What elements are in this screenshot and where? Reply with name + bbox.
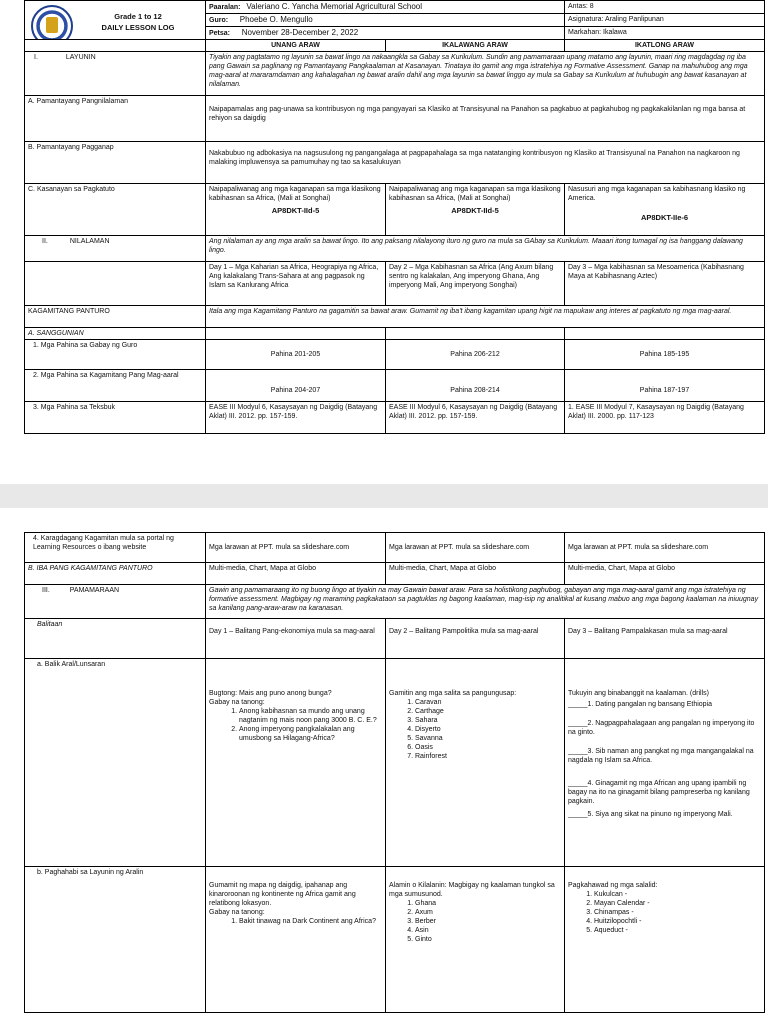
header-logo-cell [25, 1, 206, 40]
list-item: 1. Bakit tinawag na Dark Continent ang Africa? [239, 917, 382, 926]
kagamitang-label: KAGAMITANG PANTURO [25, 306, 206, 328]
school-row [206, 1, 565, 14]
nilalaman-label: NILALAMAN [69, 238, 110, 245]
day2-header: IKALAWANG ARAW [386, 40, 565, 52]
school-label: Paaralan: [209, 4, 241, 11]
list-item: _____2. Nagpagpahalagaan ang pangalan ng imperyong ito na ginto. [568, 720, 755, 736]
paghahabi-day1-question: Gabay na tanong: [209, 909, 265, 916]
page-one [0, 0, 768, 484]
kasanayan-day1-code: AP8DKT-IId-5 [271, 206, 320, 215]
list-item: 5. Savanna [415, 734, 561, 743]
balik-aral-label: a. Balik Aral/Lunsaran [25, 659, 206, 867]
gabay-guro-day1: Pahina 201-205 [206, 340, 386, 370]
list-item: 4. Huitzilopochtli - [594, 917, 761, 926]
pamamaraan-label: PAMAMARAAN [69, 587, 120, 594]
layunin-num: I. [34, 54, 38, 61]
list-item: 2. Carthage [415, 707, 561, 716]
list-item: 4. Disyerto [415, 725, 561, 734]
teksbuk-day2: EASE III Modyul 6, Kasaysayan ng Daigdig (Batayang Aklat) III. 2012. pp. 157-159. [386, 402, 565, 434]
gabay-guro-day3: Pahina 185-195 [565, 340, 765, 370]
iba-pang-label: B. IBA PANG KAGAMITANG PANTURO [25, 563, 206, 585]
kagamitang-mag-aaral-day1: Pahina 204-207 [206, 370, 386, 402]
iba-pang-day3: Multi-media, Chart, Mapa at Globo [565, 563, 765, 585]
pamamaraan-text: Gawin ang pamamaraang ito ng buong lingo at tiyakin na may Gawain bawat araw. Para sa holistikong paghubog, gabayan ang mga mag-aaral gamit ang mga istratehiya ng formative assessment. Magbigay ng maraming pagkakataon sa pagtuklas ng bagong kaalaman, mag-isip ng analitikal at kusang mabuo ang mga bagong kaalaman na iniuugnay sa kanilang pang-araw-araw na karanasan. [206, 585, 765, 619]
nilalaman-heading [25, 236, 206, 262]
date-value: November 28-December 2, 2022 [241, 28, 359, 37]
list-item: 2. Anong imperyong pangkalakalan ang umusbong sa Hilagang-Africa? [239, 725, 382, 743]
grade-level: Grade 1 to 12 [114, 12, 162, 21]
balik-aral-day2 [386, 659, 565, 867]
list-item: 1. Ghana [415, 899, 561, 908]
gabay-guro-label: 1. Mga Pahina sa Gabay ng Guro [25, 340, 206, 370]
list-item: 1. Caravan [415, 698, 561, 707]
teacher-row [206, 14, 565, 27]
list-item: 3. Sahara [415, 716, 561, 725]
nilalaman-num: II. [42, 238, 48, 245]
list-item: 6. Oasis [415, 743, 561, 752]
date-row [206, 27, 565, 40]
list-item: 1. Kukulcan - [594, 890, 761, 899]
page-two [0, 508, 768, 1024]
balitaan-day2: Day 2 – Balitang Pampolitika mula sa mag-aaral [386, 619, 565, 659]
kagamitang-mag-aaral-day3: Pahina 187-197 [565, 370, 765, 402]
date-label: Petsa: [209, 30, 231, 37]
lesson-log-table-1 [24, 0, 765, 434]
list-item: _____3. Sib naman ang pangkat ng mga mangangalakal na nagdala ng Islam sa Africa. [568, 748, 754, 764]
paghahabi-day1-intro: Gumamit ng mapa ng daigdig, ipahanap ang kinaroroonan ng kontinente ng Africa gamit ang relatibong lokasyon. [209, 882, 356, 907]
list-item: 4. Asin [415, 926, 561, 935]
balitaan-day1: Day 1 – Balitang Pang-ekonomiya mula sa mag-aaral [206, 619, 386, 659]
pamamaraan-num: III. [42, 587, 50, 594]
list-item: _____1. Dating pangalan ng bansang Ethiopia [568, 701, 713, 708]
karagdagang-label: 4. Karagdagang Kagamitan mula sa portal ng Learning Resources o ibang website [25, 533, 206, 563]
kasanayan-day2-text: Naipapaliwanag ang mga kaganapan sa mga klasikong kabihasnan sa Africa, (Mali at Songhai) [389, 186, 561, 202]
layunin-heading [25, 52, 206, 96]
balik-aral-day3 [565, 659, 765, 867]
list-item: _____5. Siya ang sikat na pinuno ng imperyong Mali. [568, 811, 733, 818]
karagdagang-day1: Mga larawan at PPT. mula sa slideshare.com [206, 533, 386, 563]
teksbuk-day1: EASE III Modyul 6, Kasaysayan ng Daigdig (Batayang Aklat) III. 2012. pp. 157-159. [206, 402, 386, 434]
deped-seal-icon [31, 5, 73, 40]
balitaan-day3: Day 3 – Balitang Pampalakasan mula sa mag-aaral [565, 619, 765, 659]
balik-aral-day1 [206, 659, 386, 867]
layunin-text: Tiyakin ang pagtatamo ng layunin sa bawat lingo na nakaangkla sa Gabay sa Kurikulum. Sundin ang pamamaraan upang matamo ang layunin, maari ring magdagdag ng iba pang Gawain sa paglinang ng Pamantayang Pangkaalaman at Kasanayan. Tinataya ito gamit ang mga istratehiya ng Formative Assessment. Ganap na mahuhubog ang mga mag-aaral at mararamdaman ang kahalagahan ng bawat aralin dahil ang mga layunin sa bawat linggo ay mula sa Gabay sa Kurikulum at huhubugin ang bawat kasanayan at nilalaman. [206, 52, 765, 96]
list-item: 5. Aqueduct - [594, 926, 761, 935]
kasanayan-day2-code: AP8DKT-IId-5 [451, 206, 499, 215]
school-name: Valeriano C. Yancha Memorial Agricultural School [246, 2, 423, 11]
log-title: DAILY LESSON LOG [101, 23, 175, 32]
pamantayang-pangnilalaman-text: Naipapamalas ang pag-unawa sa kontribusyon ng mga pangyayari sa Klasiko at Transisyunal na Panahon sa pagkabuo at pagkahubog ng pagkakakilanlan ng mga bansa at rehiyon sa daigdig [206, 96, 765, 142]
nilalaman-day3: Day 3 – Mga kabihasnan sa Mesoamerica (Kabihasnang Maya at Kabihasnang Aztec) [565, 262, 765, 306]
paghahabi-day2 [386, 867, 565, 1013]
kasanayan-day1 [206, 184, 386, 236]
layunin-label: LAYUNIN [65, 54, 96, 61]
kagamitang-mag-aaral-label: 2. Mga Pahina sa Kagamitang Pang Mag-aaral [25, 370, 206, 402]
karagdagang-day3: Mga larawan at PPT. mula sa slideshare.com [565, 533, 765, 563]
pamamaraan-heading [25, 585, 206, 619]
list-item: 3. Berber [415, 917, 561, 926]
paghahabi-label: b. Paghahabi sa Layunin ng Aralin [25, 867, 206, 1013]
day1-header: UNANG ARAW [206, 40, 386, 52]
paghahabi-day1 [206, 867, 386, 1013]
list-item: 5. Ginto [415, 935, 561, 944]
nilalaman-text: Ang nilalaman ay ang mga aralin sa bawat lingo. Ito ang paksang nilalayong ituro ng guro na mula sa GAbay sa Kurikulum. Maaari itong tumagal ng isa hanggang dalawang lingo. [206, 236, 765, 262]
kagamitang-text: Itala ang mga Kagamitang Panturo na gagamitin sa bawat araw. Gumamit ng iba't ibang kagamitan upang higit na mapukaw ang interes at pagkatuto ng mga mag-aaral. [206, 306, 765, 328]
iba-pang-day2: Multi-media, Chart, Mapa at Globo [386, 563, 565, 585]
paghahabi-day3-intro: Pagkahawad ng mga salalid: [568, 882, 658, 889]
balik-aral-day1-intro: Bugtong: Mais ang puno anong bunga? [209, 690, 332, 697]
paghahabi-day3 [565, 867, 765, 1013]
nilalaman-day2: Day 2 – Mga Kabihasnan sa Africa (Ang Axum bilang sentro ng kalakalan, Ang imperyong Ghana, Ang imperyong Mali, Ang imperyong Songhai) [386, 262, 565, 306]
iba-pang-day1: Multi-media, Chart, Mapa at Globo [206, 563, 386, 585]
list-item: 2. Mayan Calendar - [594, 899, 761, 908]
teksbuk-label: 3. Mga Pahina sa Teksbuk [25, 402, 206, 434]
kasanayan-day3-code: AP8DKT-IIe-6 [640, 213, 689, 222]
quarter: Markahan: Ikalawa [565, 27, 765, 40]
pamantayang-pangnilalaman-label: A. Pamantayang Pangnilalaman [25, 96, 206, 142]
list-item: 3. Chinampas - [594, 908, 761, 917]
subject: Asignatura: Araling Panlipunan [565, 14, 765, 27]
sanggunian-label: A. SANGGUNIAN [25, 328, 206, 340]
kasanayan-day3 [565, 184, 765, 236]
balik-aral-day1-question: Gabay na tanong: [209, 699, 265, 706]
teacher-name: Phoebe O. Mengullo [239, 15, 313, 24]
karagdagang-day2: Mga larawan at PPT. mula sa slideshare.com [386, 533, 565, 563]
kasanayan-day2 [386, 184, 565, 236]
kagamitang-mag-aaral-day2: Pahina 208-214 [386, 370, 565, 402]
gabay-guro-day2: Pahina 206-212 [386, 340, 565, 370]
list-item: 1. Anong kabihasnan sa mundo ang unang nagtanim ng mais noon pang 3000 B. C. E.? [239, 707, 382, 725]
kasanayan-day3-text: Nasusuri ang mga kaganapan sa kabihasnang klasiko ng America. [568, 186, 746, 202]
list-item: 2. Axum [415, 908, 561, 917]
list-item: _____4. Ginagamit ng mga African ang upang ipambili ng bagay na ito na ginagamit bilang pampreserba ng kanilang pagkain. [568, 780, 750, 805]
nilalaman-day1: Day 1 – Mga Kaharian sa Africa, Heograpiya ng Africa, Ang kalakalang Trans-Sahara at ang pagpasok ng Islam sa Kanlurang Africa [206, 262, 386, 306]
day3-header: IKATLONG ARAW [565, 40, 765, 52]
balik-aral-day2-intro: Gamitin ang mga salita sa pangungusap: [389, 690, 517, 697]
list-item: 7. Rainforest [415, 752, 561, 761]
balik-aral-day3-intro: Tukuyin ang binabanggit na kaalaman. (drills) [568, 690, 709, 697]
lesson-log-table-2 [24, 532, 765, 1013]
teacher-label: Guro: [209, 17, 229, 24]
balitaan-label: Balitaan [25, 619, 206, 659]
paghahabi-day2-intro: Alamin o Kilalanin: Magbigay ng kaalaman tungkol sa mga sumusunod. [389, 882, 555, 898]
pamantayang-pagganap-text: Nakabubuo ng adbokasiya na nagsusulong ng pangangalaga at pagpapahalaga sa mga natatanging kontribusyon ng Klasiko at Transisyunal na Panahon na nagkaroon ng malaking impluwensya sa pamumuhay ng tao sa kasalukuyan [206, 142, 765, 184]
grade-antas: Antas: 8 [565, 1, 765, 14]
teksbuk-day3: 1. EASE III Modyul 7, Kasaysayan ng Daigdig (Batayang Aklat) III. 2000. pp. 117-123 [565, 402, 765, 434]
kasanayan-label: C. Kasanayan sa Pagkatuto [25, 184, 206, 236]
pamantayang-pagganap-label: B. Pamantayang Pagganap [25, 142, 206, 184]
kasanayan-day1-text: Naipapaliwanag ang mga kaganapan sa mga klasikong kabihasnan sa Africa, (Mali at Songhai) [209, 186, 381, 202]
